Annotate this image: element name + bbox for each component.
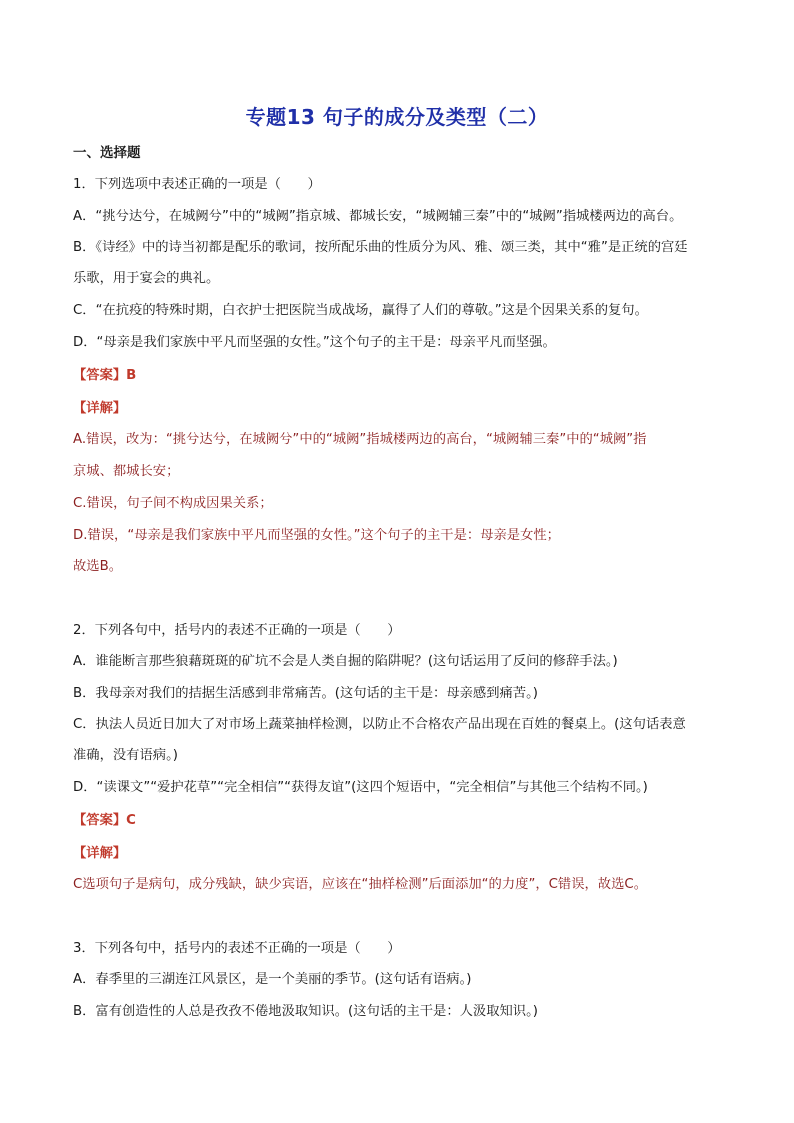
- q2-answer: 【答案】C: [73, 813, 136, 828]
- q1-explanation-line2: 京城、都城长安；: [73, 464, 180, 479]
- q1-option-d: D．“母亲是我们家族中平凡而坚强的女性。”这个句子的主干是：母亲平凡而坚强。: [73, 335, 556, 350]
- q1-option-a: A．“挑兮达兮，在城阙兮”中的“城阙”指京城、都城长安，“城阙辅三秦”中的“城阙”指城楼两边的高台。: [73, 209, 683, 224]
- section-heading: 一、选择题: [73, 145, 141, 161]
- q3-stem: 3．下列各句中，括号内的表述不正确的一项是（ ）: [73, 941, 401, 956]
- q2-explanation-line1: C选项句子是病句，成分残缺，缺少宾语，应该在“抽样检测”后面添加“的力度”，C错误，故选C。: [73, 877, 647, 892]
- q1-explanation-line4: D.错误，“母亲是我们家族中平凡而坚强的女性。”这个句子的主干是：母亲是女性；: [73, 528, 560, 543]
- q1-detail-label: 【详解】: [73, 401, 127, 416]
- q2-option-d: D．“读课文”“爱护花草”“完全相信”“获得友谊”(这四个短语中，“完全相信”与其他三个结构不同。): [73, 780, 648, 795]
- q3-option-b: B．富有创造性的人总是孜孜不倦地汲取知识。(这句话的主干是：人汲取知识。): [73, 1004, 538, 1019]
- q2-option-b: B．我母亲对我们的拮据生活感到非常痛苦。(这句话的主干是：母亲感到痛苦。): [73, 686, 538, 701]
- q1-option-b-line2: 乐歌，用于宴会的典礼。: [73, 271, 220, 286]
- q2-option-c-line1: C．执法人员近日加大了对市场上蔬菜抽样检测，以防止不合格农产品出现在百姓的餐桌上。(这句话表意: [73, 717, 686, 732]
- q2-option-c-line2: 准确，没有语病。): [73, 748, 178, 763]
- q2-stem: 2．下列各句中，括号内的表述不正确的一项是（ ）: [73, 623, 401, 638]
- q1-option-b-line1: B．《诗经》中的诗当初都是配乐的歌词，按所配乐曲的性质分为风、雅、颂三类，其中“雅”是正统的宫廷: [73, 240, 688, 255]
- q1-stem: 1．下列选项中表述正确的一项是（ ）: [73, 177, 321, 192]
- q1-explanation-line1: A.错误，改为：“挑兮达兮，在城阙兮”中的“城阙”指城楼两边的高台，“城阙辅三秦”中的“城阙”指: [73, 432, 647, 447]
- q1-explanation-line5: 故选B。: [73, 559, 123, 574]
- q2-option-a: A．谁能断言那些狼藉斑斑的矿坑不会是人类自掘的陷阱呢？(这句话运用了反问的修辞手法。): [73, 654, 618, 669]
- page-title: 专题13 句子的成分及类型（二）: [245, 105, 549, 129]
- q2-detail-label: 【详解】: [73, 846, 127, 861]
- q1-answer: 【答案】B: [73, 368, 137, 383]
- q3-option-a: A．春季里的三湖连江风景区，是一个美丽的季节。(这句话有语病。): [73, 972, 472, 987]
- q1-explanation-line3: C.错误，句子间不构成因果关系；: [73, 496, 273, 511]
- q1-option-c: C．“在抗疫的特殊时期，白衣护士把医院当成战场，赢得了人们的尊敬。”这是个因果关系的复句。: [73, 303, 648, 318]
